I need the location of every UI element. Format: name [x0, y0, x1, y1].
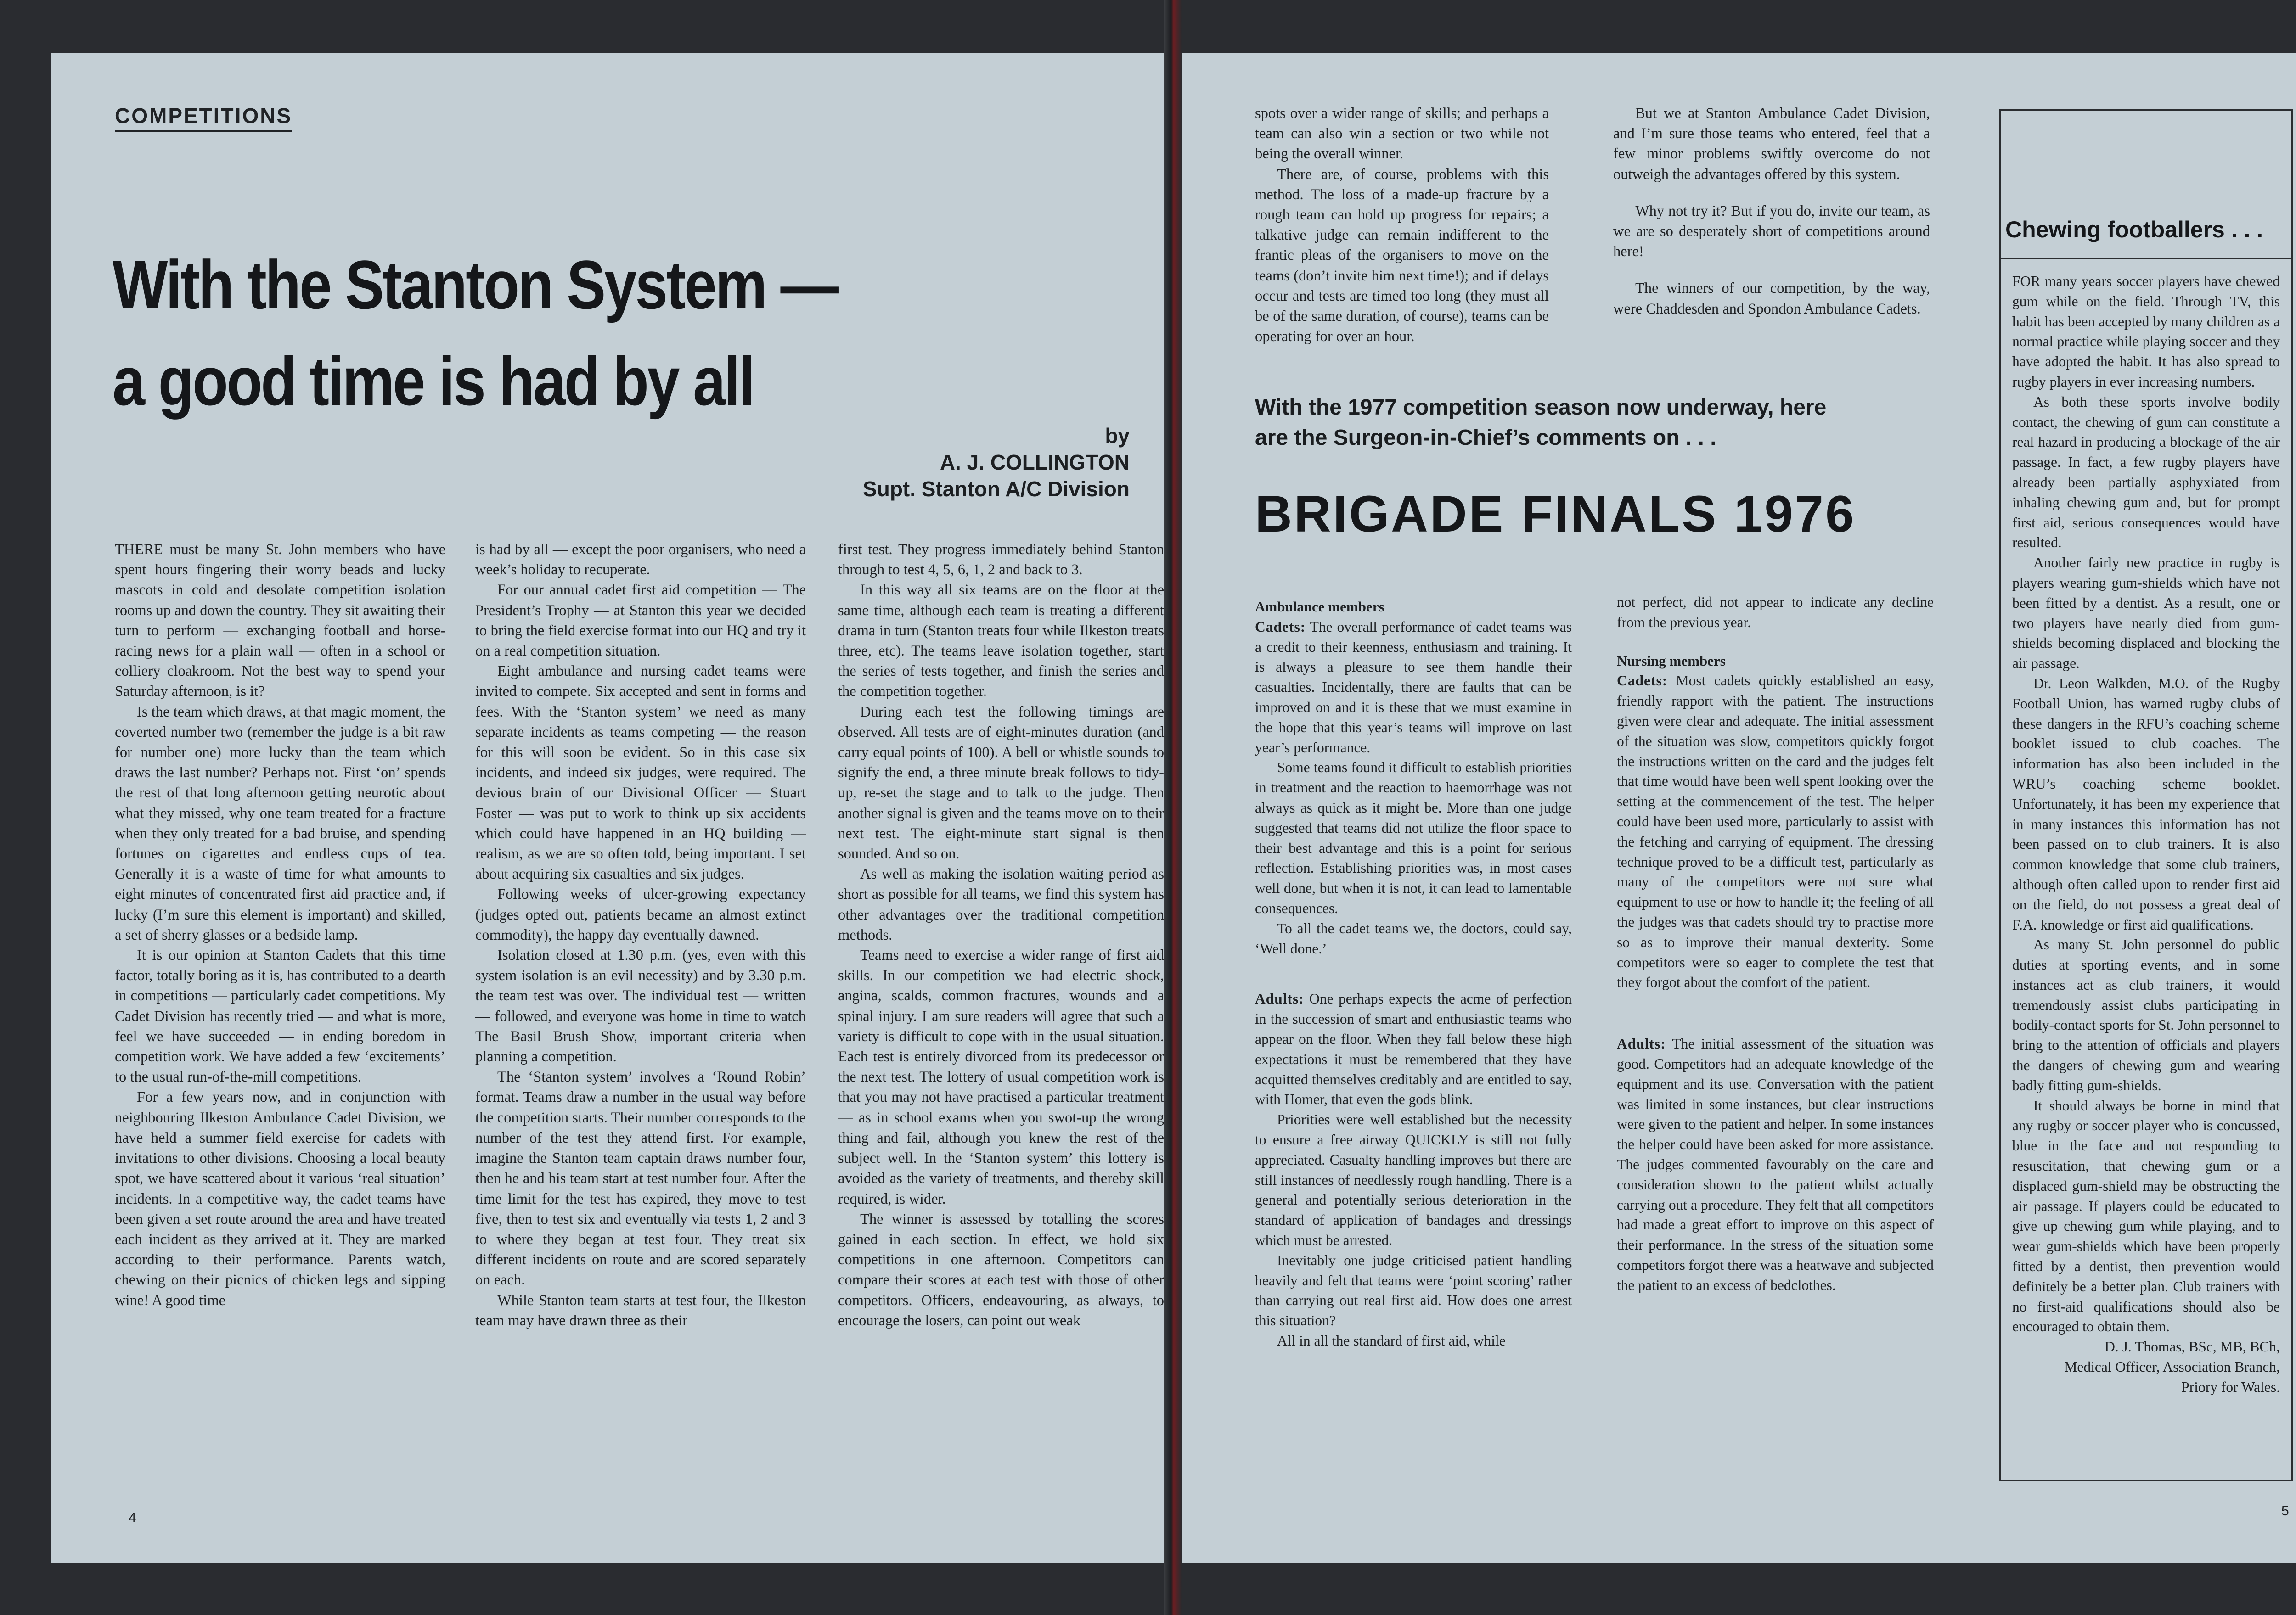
sidebar-box: [1999, 109, 2293, 1481]
headline-line-1: With the Stanton System —: [113, 246, 838, 323]
signature-line: Priory for Wales.: [2181, 1379, 2280, 1395]
paragraph: While Stanton team starts at test four, the Ilkeston team may have drawn three as their: [475, 1292, 806, 1329]
paragraph: As many St. John personnel do public duties at sporting events, and in some instances act as club trainers, it would tremendously assist clubs participating in bodily-contact sports for St. John personnel to bring to the attention of officials and players the dangers of chewing gum and wearing badly fitting gum-shields.: [2012, 936, 2280, 1093]
paragraph: Eight ambulance and nursing cadet teams were invited to compete. Six accepted and sent in forms and fees. With the ‘Stanton system’ we need as many separate incidents as teams competing — the reason for this will soon be evident. So in this case six incidents, and indeed six judges, were required. The devious brain of our Divisional Officer — Stuart Foster — was put to work to think up six accidents which could have happened in an HQ building — realism, as we are so often told, being important. I set about acquiring six casualties and six judges.: [475, 663, 806, 883]
paragraph: Isolation closed at 1.30 p.m. (yes, even with this system isolation is an evil necessity) and by 3.30 p.m. the team test was over. The individual test — written — followed, and everyone was home in time to watch The Basil Brush Show, important criteria when planning a competition.: [475, 947, 806, 1065]
paragraph: But we at Stanton Ambulance Cadet Division, and I’m sure those teams who entered, feel that a few minor problems swiftly overcome do not outweigh the advantages offered by this system.: [1613, 105, 1930, 183]
left-page: [51, 53, 1164, 1563]
adults-text: One perhaps expects the acme of perfection in the succession of smart and enthusiastic teams who appear on the floor. When they fall below these high expectations it must be remembered that they have acquitted themselves creditably and are entitled to say, with Homer, that even the gods blink.: [1255, 991, 1572, 1108]
continued-column-1: [1255, 103, 1549, 347]
paragraph: It is our opinion at Stanton Cadets that this time factor, totally boring as it is, has contributed to a dearth in competitions — particularly cadet competitions. My Cadet Division has recently tried — and what is more, feel we have succeeded — in ending boredom in competition work. We have added a few ‘excitements’ to the usual run-of-the-mill competitions.: [115, 947, 445, 1086]
paragraph: The ‘Stanton system’ involves a ‘Round Robin’ format. Teams draw a number in the usual way before the competition starts. Their number corresponds to the number of the test they attend first. For example, imagine the Stanton team captain draws number four, then he and his team start at test number four. After the time limit for the test has expired, they move to test five, then to test six and eventually via tests 1, 2 and 3 to where they began at test four. They treat six different incidents on route and are scored separately on each.: [475, 1069, 806, 1289]
paragraph: There are, of course, problems with this method. The loss of a made-up fracture by a rough team can hold up progress for repairs; a talkative judge can remain indifferent to the frantic pleas of the organisers to move on the teams (don’t invite him next time!); and if delays occur and tests are timed too long (they must all be of the same duration, of course), teams can be operating for over an hour.: [1255, 166, 1549, 345]
paragraph: During each test the following timings are observed. All tests are of eight-minutes duration (and carry equal points of 100). A bell or whistle sounds to signify the end, a three minute break follows to tidy-up, re-set the stage and to talk to the judge. Then another signal is given and the teams move on to their next test. The eight-minute start signal is then sounded. And so on.: [838, 703, 1164, 863]
right-page: [1182, 53, 2296, 1563]
byline: [831, 422, 1130, 502]
adults-text: The initial assessment of the situation was good. Competitors had an adequate knowledge of the equipment and its use. Conversation with the patient was limited in some instances, but clear instructions were given to the patient and helper. In some instances the helper could have been asked for more assistance. The judges commented favourably on the care and consideration shown to the patient whilst actually carrying out a procedure. They felt that all competitors had made a great effort to improve on this aspect of their performance. In the stress of the situation some competitors forgot there was a heatwave and subjected the patient to an excess of bedclothes.: [1617, 1036, 1934, 1293]
article-column-1: [115, 539, 445, 1311]
paragraph: It should always be borne in mind that any rugby or soccer player who is concussed, blue in the face and not responding to resuscitation, that chewing gum or a displaced gum-shield may be obstructing the air passage. If players could be educated to give up chewing gum while playing, and to wear gum-shields which have been properly fitted by a dentist, then prevention would definitely be a better plan. Club trainers with no first-aid qualifications should also be encouraged to obtain them.: [2012, 1097, 2280, 1335]
paragraph: spots over a wider range of skills; and perhaps a team can also win a section or two while not being the overall winner.: [1255, 105, 1549, 163]
paragraph: Following weeks of ulcer-growing expectancy (judges opted out, patients became an almost extinct commodity), the happy day eventually dawned.: [475, 886, 806, 943]
paragraph: Teams need to exercise a wider range of first aid skills. In our competition we had electric shock, angina, scalds, common fractures, wounds and a spinal injury. I am sure readers will agree that such a variety is difficult to cope with in the usual situation. Each test is entirely divorced from its predecessor or the next test. The lottery of usual competition work is that you may not have practised a particular treatment — as in school exams when you swot-up the wrong thing and fail, although you knew the rest of the subject well. In the ‘Stanton system’ this lottery is avoided as the variety of treatments, and thereby skill required, is wider.: [838, 947, 1164, 1207]
signature-line: D. J. Thomas, BSc, MB, BCh,: [2105, 1339, 2280, 1355]
paragraph: first test. They progress immediately behind Stanton through to test 4, 5, 6, 1, 2 and back to 3.: [838, 541, 1164, 578]
paragraph: Is the team which draws, at that magic moment, the coverted number two (remember the judge is a bit raw for number one) more lucky than the team which draws the last number? Perhaps not. First ‘on’ spends the rest of that long afternoon getting neurotic about what they missed, why one team treated for a fracture when they only treated for a bad bruise, and spending fortunes on cigarettes and endless cups of tea. Generally it is a waste of time for what amounts to eight minutes of concentrated first aid practice and, if lucky (I’m sure this element is important) and skilled, a set of sherry glasses or a bedside lamp.: [115, 703, 445, 943]
paragraph: Priorities were well established but the necessity to ensure a free airway QUICKLY is still not fully appreciated. Casualty handling improves but there are still instances of needlessly rough handling. There is a general and potentially serious deterioration in the standard of application of bandages and dressings which must be arrested.: [1255, 1111, 1572, 1248]
paragraph: Why not try it? But if you do, invite our team, as we are so desperately short of competitions around here!: [1613, 202, 1930, 260]
cadets-label: Cadets:: [1255, 618, 1306, 635]
paragraph: All in all the standard of first aid, while: [1277, 1332, 1506, 1349]
paragraph: As well as making the isolation waiting period as short as possible for all teams, we find this system has other advantages over the traditional competition methods.: [838, 866, 1164, 943]
cadets-text: The overall performance of cadet teams was a credit to their keenness, enthusiasm and training. It is always a pleasure to see them handle their casualties. Incidentally, there are faults that can be improved on and it is these that we must examine in the hope that this year’s teams will improve on last year’s performance.: [1255, 618, 1572, 756]
paragraph: [1255, 989, 1572, 1110]
adults-label: Adults:: [1617, 1036, 1666, 1052]
paragraph: THERE must be many St. John members who have spent hours fingering their worry beads and lucky mascots in cold and desolate competition isolation rooms up and down the country. They sit awaiting their turn to perform — exchanging football and horse-racing news for a plain wall — often in a school or colliery cloakroom. Not the best way to spend your Saturday afternoon, is it?: [115, 541, 445, 700]
paragraph: Dr. Leon Walkden, M.O. of the Rugby Football Union, has warned rugby clubs of these dangers in the RFU’s coaching scheme booklet issued to club coaches. The information has also been included in the WRU’s coaching scheme booklet. Unfortunately, it has been my experience that in many instances this information has not been passed on to club trainers. It is also common knowledge that some club trainers, although often called upon to render first aid on the field, do not possess a great deal of F.A. knowledge or first aid qualifications.: [2012, 675, 2280, 933]
paragraph: Some teams found it difficult to establish priorities in treatment and the reaction to haemorrhage was not always as quick as it might be. More than one judge suggested that teams did not utilize the floor space to their best advantage and this is a point for serious reflection. Establishing priorities was, in most cases well done, but when it is not, it can lead to lamentable consequences.: [1255, 759, 1572, 916]
report-column-1: [1255, 592, 1572, 1351]
paragraph: As both these sports involve bodily contact, the chewing of gum can constitute a real hazard in producing a blockage of the air passage. In fact, a few rugby players have already been partially asphyxiated from inhaling chewing gum and, but for prompt first aid, serious consequences would have resulted.: [2012, 393, 2280, 551]
headline-line-2: a good time is had by all: [113, 342, 754, 420]
byline-role: Supt. Stanton A/C Division: [863, 477, 1130, 501]
byline-author: A. J. COLLINGTON: [940, 450, 1130, 474]
paragraph: FOR many years soccer players have chewed gum while on the field. Through TV, this habit has been accepted by many children as a normal practice while playing soccer and they have adopted the habit. It has also spread to rugby players in ever increasing numbers.: [2012, 273, 2280, 390]
paragraph: [1255, 617, 1572, 758]
paragraph: not perfect, did not appear to indicate any decline from the previous year.: [1617, 594, 1934, 630]
brigade-finals-title: BRIGADE FINALS 1976: [1255, 485, 1856, 543]
paragraph: [1617, 1034, 1934, 1295]
paragraph: is had by all — except the poor organisers, who need a week’s holiday to recuperate.: [475, 541, 806, 578]
report-column-2: [1617, 592, 1934, 1295]
sidebar-text: [2012, 271, 2280, 1397]
paragraph: To all the cadet teams we, the doctors, could say, ‘Well done.’: [1255, 920, 1572, 957]
paragraph: The winner is assessed by totalling the scores gained in each section. In effect, we hold six competitions in one afternoon. Competitors can compare their scores at each test with those of other competitors. Officers, endeavouring, as always, to encourage the losers, can point out weak: [838, 1211, 1164, 1329]
paragraph: Inevitably one judge criticised patient handling heavily and felt that teams were ‘point scoring’ rather than carrying out real first aid. How does one arrest this situation?: [1255, 1252, 1572, 1329]
binding-spine: [1164, 0, 1182, 1615]
section-label: COMPETITIONS: [115, 103, 292, 132]
cadets-text: Most cadets quickly established an easy, friendly rapport with the patient. The instructions given were clear and adequate. The initial assessment of the situation was slow, competitors quickly forgot the instructions written on the card and the judges felt that time would have been well spent looking over the setting at the commencement of the test. The helper could have been used more, particularly to assist with the fetching and carrying of equipment. The dressing technique proved to be a difficult test, particularly as many of the competitors were not sure what equipment to use or how to handle it; the feeling of all the judges was that cadets should try to practise more so as to improve their manual dexterity. Some competitors were so eager to complete the test that they forgot about the comfort of the patient.: [1617, 673, 1934, 991]
finals-intro: With the 1977 competition season now underway, here are the Surgeon-in-Chief’s comments on . . .: [1255, 395, 1827, 450]
headline: [113, 236, 932, 429]
paragraph: The winners of our competition, by the way, were Chaddesden and Spondon Ambulance Cadets.: [1613, 280, 1930, 317]
article-column-2: [475, 539, 806, 1331]
paragraph: [1617, 671, 1934, 993]
paragraph: In this way all six teams are on the floor at the same time, although each team is treating a different drama in turn (Stanton treats four while Ilkeston treats three, etc). The teams leave isolation together, start the series of tests together, and finish the series and the competition together.: [838, 582, 1164, 700]
signature-line: Medical Officer, Association Branch,: [2064, 1359, 2280, 1375]
page-number: 5: [2281, 1503, 2289, 1519]
paragraph: For a few years now, and in conjunction with neighbouring Ilkeston Ambulance Cadet Division, we have held a summer field exercise for cadets with invitations to other divisions. Choosing a local beauty spot, we have scattered about it various ‘real situation’ incidents. In a competitive way, the cadet teams have been given a set route around the area and have treated each incident as they arrived at it. They are marked according to their performance. Parents watch, chewing on their picnics of chicken legs and sipping wine! A good time: [115, 1089, 445, 1309]
sidebar-divider: [2001, 258, 2291, 259]
adults-label: Adults:: [1255, 991, 1304, 1007]
ambulance-heading: Ambulance members: [1255, 599, 1384, 615]
paragraph: For our annual cadet first aid competition — The President’s Trophy — at Stanton this year we decided to bring the field exercise format into our HQ and try it on a real competition situation.: [475, 582, 806, 660]
nursing-heading: Nursing members: [1617, 652, 1726, 669]
page-number: 4: [129, 1510, 136, 1525]
article-column-3: [838, 539, 1164, 1331]
byline-by: by: [1105, 424, 1130, 448]
sidebar-title: Chewing footballers . . .: [2005, 217, 2263, 242]
continued-column-2: [1613, 103, 1930, 319]
cadets-label: Cadets:: [1617, 673, 1668, 689]
paragraph: Another fairly new practice in rugby is players wearing gum-shields which have not been fitted by a dentist. As a result, one or two players have nearly died from gum-shields becoming displaced and blocking the air passage.: [2012, 555, 2280, 672]
